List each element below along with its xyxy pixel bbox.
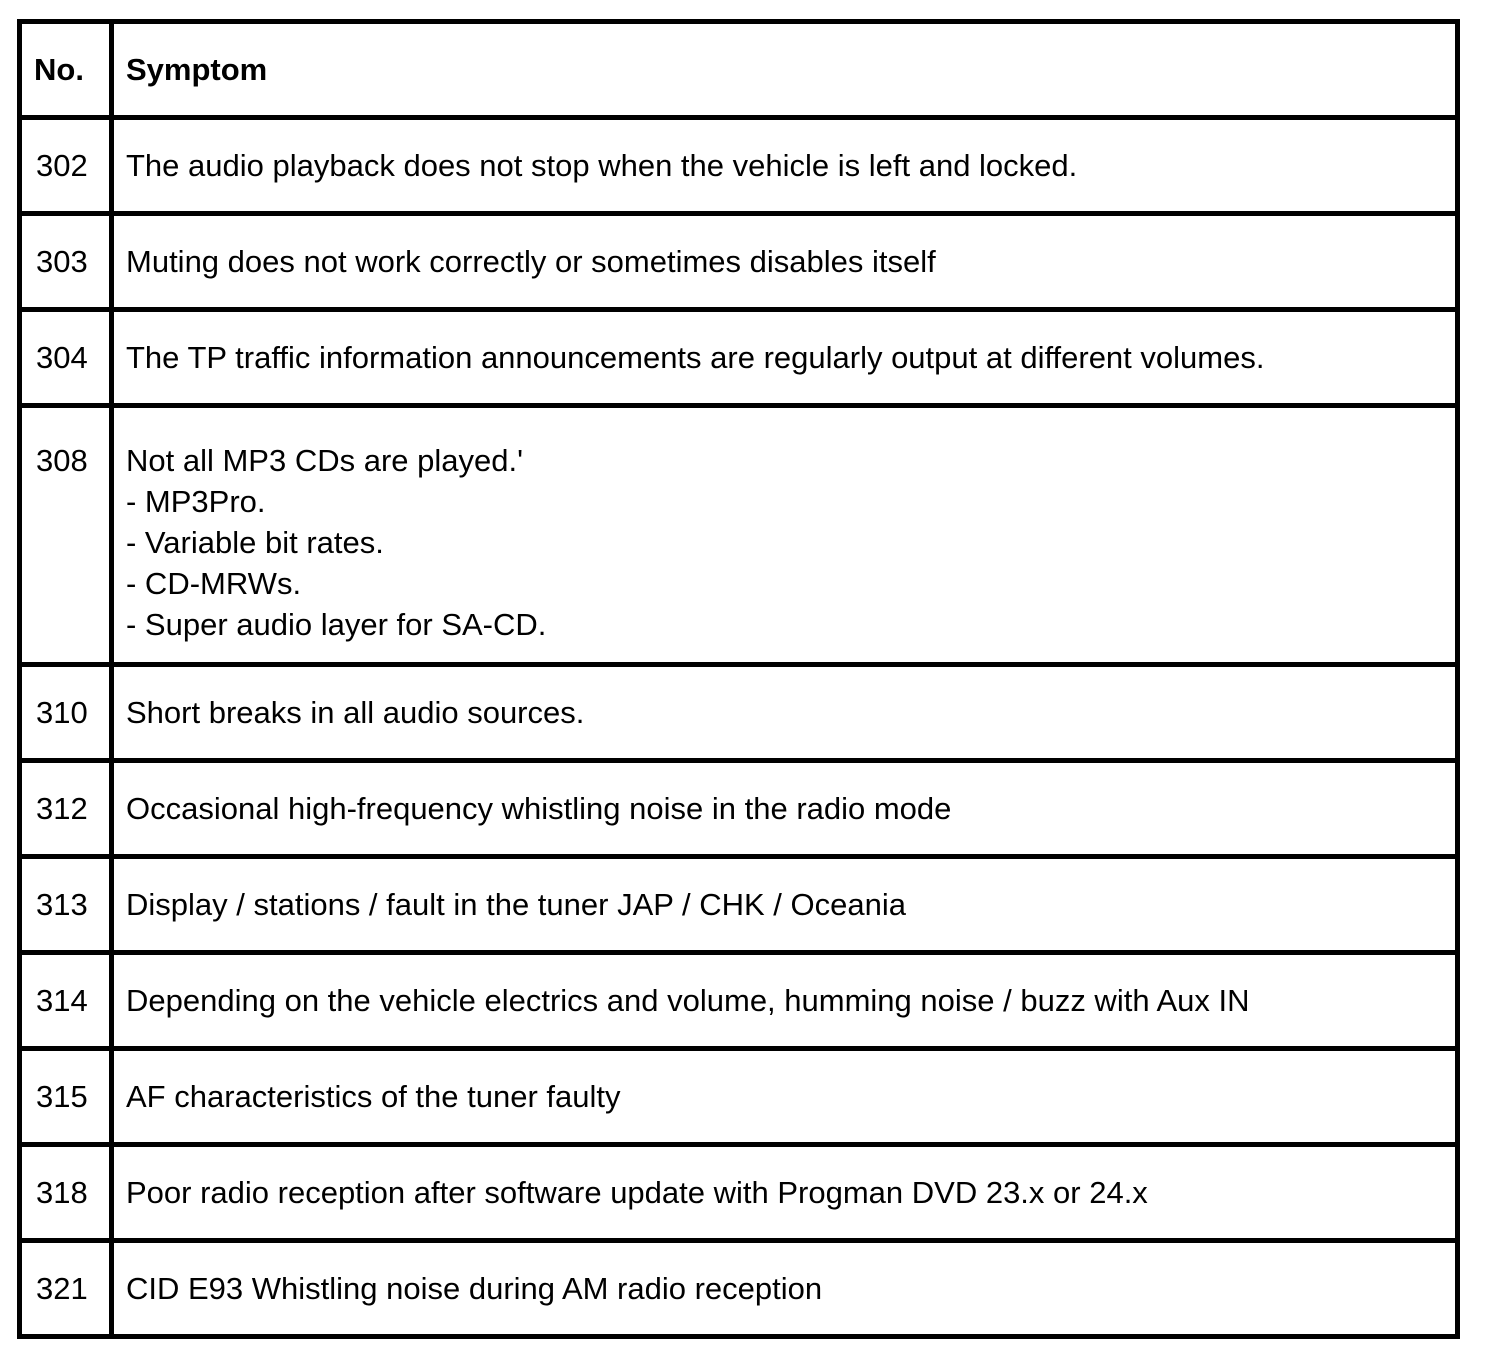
row-symptom: [112, 1145, 1458, 1241]
row-number: 321: [20, 1241, 112, 1337]
row-number: 310: [20, 665, 112, 761]
row-number: 304: [20, 310, 112, 406]
symptom-text: Muting does not work correctly or sometimes disables itself: [126, 244, 936, 279]
row-symptom: [112, 857, 1458, 953]
row-symptom: [112, 953, 1458, 1049]
symptom-text: - MP3Pro.: [126, 484, 266, 519]
table-row: [20, 1049, 1458, 1145]
row-symptom: [112, 1241, 1458, 1337]
row-number: 313: [20, 857, 112, 953]
header-no: No.: [20, 22, 112, 118]
symptom-text: Poor radio reception after software update with Progman DVD 23.x or 24.x: [126, 1175, 1148, 1210]
table-row: [20, 118, 1458, 214]
row-number: 318: [20, 1145, 112, 1241]
row-number: 312: [20, 761, 112, 857]
row-number: 308: [20, 406, 112, 665]
row-number: 315: [20, 1049, 112, 1145]
symptom-text: The TP traffic information announcements are regularly output at different volumes.: [126, 340, 1265, 375]
table-row: [20, 953, 1458, 1049]
symptom-text: Short breaks in all audio sources.: [126, 695, 585, 730]
row-number: 303: [20, 214, 112, 310]
symptom-table: [17, 19, 1460, 1339]
symptom-text: - CD-MRWs.: [126, 566, 302, 601]
symptom-text: - Variable bit rates.: [126, 525, 384, 560]
row-symptom: [112, 310, 1458, 406]
symptom-text: The audio playback does not stop when the vehicle is left and locked.: [126, 148, 1078, 183]
symptom-text: Depending on the vehicle electrics and volume, humming noise / buzz with Aux IN: [126, 983, 1250, 1018]
table-row: [20, 857, 1458, 953]
symptom-text: Not all MP3 CDs are played.': [126, 443, 524, 478]
header-symptom: Symptom: [112, 22, 1458, 118]
table-row: [20, 1145, 1458, 1241]
table-row: [20, 310, 1458, 406]
table-row: [20, 214, 1458, 310]
row-symptom: [112, 406, 1458, 665]
symptom-text: CID E93 Whistling noise during AM radio reception: [126, 1271, 823, 1306]
table-row: [20, 761, 1458, 857]
symptom-text: Display / stations / fault in the tuner JAP / CHK / Oceania: [126, 887, 906, 922]
row-symptom: [112, 761, 1458, 857]
row-number: 302: [20, 118, 112, 214]
table-row: [20, 1241, 1458, 1337]
row-symptom: [112, 118, 1458, 214]
row-number: 314: [20, 953, 112, 1049]
row-symptom: [112, 1049, 1458, 1145]
table-body: [20, 118, 1458, 1337]
symptom-text: AF characteristics of the tuner faulty: [126, 1079, 621, 1114]
table-row: [20, 665, 1458, 761]
header-row: [20, 22, 1458, 118]
symptom-text: Occasional high-frequency whistling noise in the radio mode: [126, 791, 952, 826]
symptom-text: - Super audio layer for SA-CD.: [126, 607, 547, 642]
row-symptom: [112, 665, 1458, 761]
row-symptom: [112, 214, 1458, 310]
table-row: [20, 406, 1458, 665]
